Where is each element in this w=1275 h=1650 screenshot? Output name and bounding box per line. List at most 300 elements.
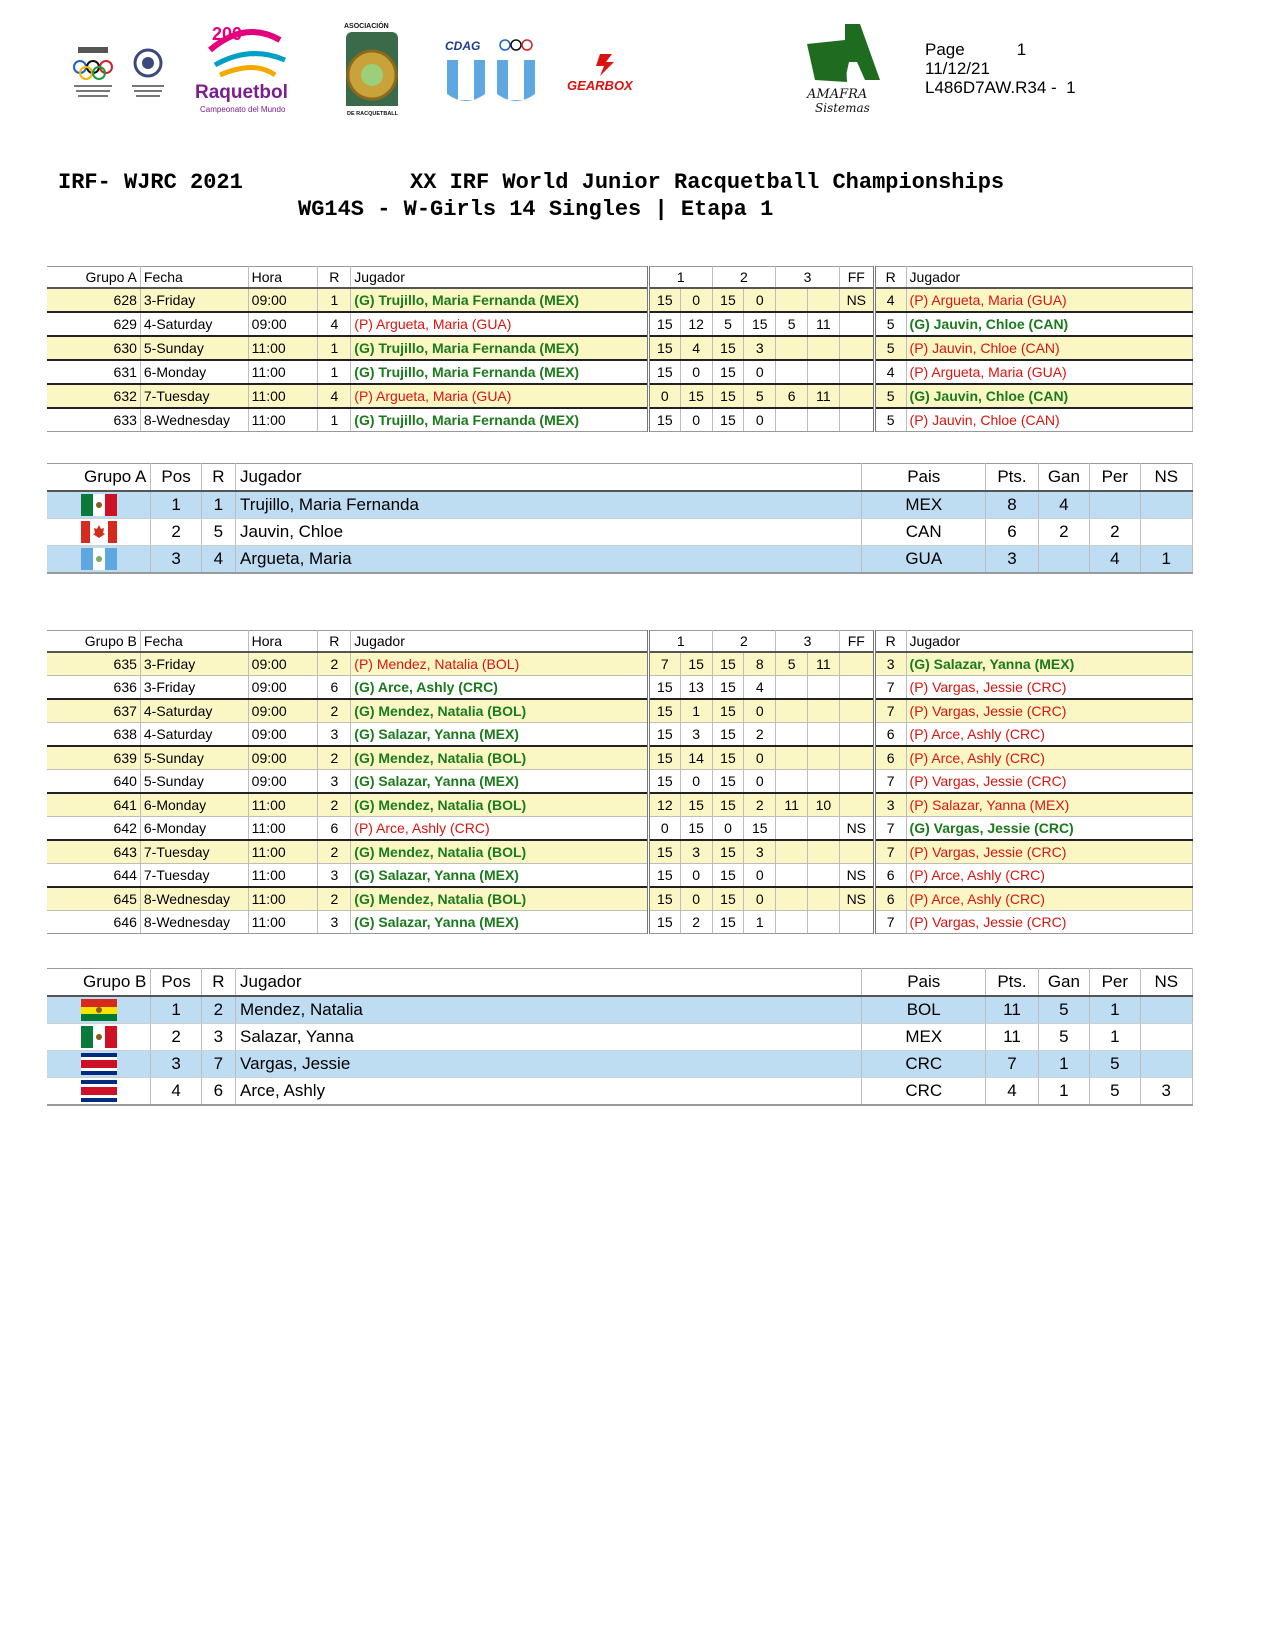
col-r: R <box>318 267 351 289</box>
set-score: 6 <box>776 384 808 408</box>
set-score: 15 <box>712 864 744 888</box>
flag-cell <box>47 519 151 546</box>
player-name: Salazar, Yanna <box>236 1024 862 1051</box>
match-row <box>47 770 1193 794</box>
match-id: 637 <box>47 699 140 723</box>
set-score <box>776 699 808 723</box>
col-jugador: Jugador <box>236 969 862 997</box>
player2-rank: 7 <box>874 840 906 864</box>
losses: 5 <box>1090 1051 1140 1078</box>
col-pos: Pos <box>151 969 201 997</box>
player-rank: 4 <box>201 546 235 574</box>
player1-name: (G) Salazar, Yanna (MEX) <box>351 864 649 888</box>
set-score: 15 <box>648 723 680 747</box>
player2-name: (P) Argueta, Maria (GUA) <box>906 288 1192 312</box>
no-shows <box>1140 1024 1193 1051</box>
gearbox-logo <box>565 50 660 95</box>
set-score: 15 <box>744 312 776 336</box>
match-time: 11:00 <box>248 817 318 841</box>
forfeit <box>839 336 874 360</box>
col-set-1: 1 <box>648 267 712 289</box>
match-time: 09:00 <box>248 312 318 336</box>
col-set-3: 3 <box>776 631 840 653</box>
set-score: 12 <box>648 793 680 817</box>
logo-amafra-text: AMAFRA <box>807 87 868 102</box>
set-score: 0 <box>744 360 776 384</box>
set-score <box>808 887 840 911</box>
standings-row <box>47 1024 1193 1051</box>
forfeit: NS <box>839 864 874 888</box>
set-score: 15 <box>680 384 712 408</box>
match-id: 646 <box>47 911 140 934</box>
player2-name: (P) Vargas, Jessie (CRC) <box>906 911 1192 934</box>
standings-row <box>47 1051 1193 1078</box>
set-score <box>808 864 840 888</box>
player-name: Mendez, Natalia <box>236 996 862 1024</box>
set-score: 0 <box>680 360 712 384</box>
player1-rank: 1 <box>318 360 351 384</box>
table-header-row <box>47 267 1193 289</box>
set-score: 15 <box>648 746 680 770</box>
wins: 4 <box>1038 491 1089 519</box>
player2-name: (G) Salazar, Yanna (MEX) <box>906 652 1192 676</box>
col-set-1: 1 <box>648 631 712 653</box>
match-id: 642 <box>47 817 140 841</box>
col-group: Grupo A <box>47 464 151 492</box>
col-per: Per <box>1090 969 1140 997</box>
player2-rank: 7 <box>874 676 906 700</box>
forfeit <box>839 676 874 700</box>
guatemala-flag <box>81 548 117 570</box>
set-score: 15 <box>712 723 744 747</box>
set-score: 2 <box>744 723 776 747</box>
country: CAN <box>862 519 986 546</box>
player2-rank: 3 <box>874 652 906 676</box>
match-date: 7-Tuesday <box>140 840 248 864</box>
mexico-flag <box>81 494 117 516</box>
match-date: 3-Friday <box>140 652 248 676</box>
player1-name: (G) Mendez, Natalia (BOL) <box>351 887 649 911</box>
set-score: 14 <box>680 746 712 770</box>
no-shows <box>1140 519 1193 546</box>
set-score <box>808 699 840 723</box>
match-date: 6-Monday <box>140 817 248 841</box>
set-score <box>808 288 840 312</box>
logo-200-text: 200 <box>212 24 243 44</box>
forfeit <box>839 384 874 408</box>
set-score: 3 <box>744 336 776 360</box>
event-title: XX IRF World Junior Racquetball Championships <box>410 170 1005 195</box>
set-score: 15 <box>648 408 680 432</box>
col-pais: Pais <box>862 969 986 997</box>
col-gan: Gan <box>1038 464 1089 492</box>
country: MEX <box>862 491 986 519</box>
player1-name: (G) Trujillo, Maria Fernanda (MEX) <box>351 288 649 312</box>
match-time: 09:00 <box>248 288 318 312</box>
set-score: 15 <box>712 770 744 794</box>
col-pais: Pais <box>862 464 986 492</box>
set-score: 0 <box>680 864 712 888</box>
page-number: 1 <box>1016 40 1027 59</box>
match-time: 11:00 <box>248 840 318 864</box>
standings-row <box>47 491 1193 519</box>
set-score: 11 <box>808 652 840 676</box>
forfeit <box>839 312 874 336</box>
set-score: 15 <box>712 336 744 360</box>
match-id: 636 <box>47 676 140 700</box>
match-row <box>47 676 1193 700</box>
set-score <box>776 288 808 312</box>
player1-rank: 2 <box>318 699 351 723</box>
olympic-committee-logo <box>68 45 118 105</box>
player1-name: (G) Trujillo, Maria Fernanda (MEX) <box>351 408 649 432</box>
match-date: 5-Sunday <box>140 746 248 770</box>
match-row <box>47 840 1193 864</box>
match-time: 11:00 <box>248 408 318 432</box>
player2-name: (G) Jauvin, Chloe (CAN) <box>906 384 1192 408</box>
set-score <box>776 746 808 770</box>
set-score: 11 <box>808 384 840 408</box>
match-id: 630 <box>47 336 140 360</box>
player1-name: (G) Salazar, Yanna (MEX) <box>351 770 649 794</box>
set-score: 5 <box>744 384 776 408</box>
col-hora: Hora <box>248 631 318 653</box>
match-time: 11:00 <box>248 384 318 408</box>
forfeit <box>839 723 874 747</box>
set-score: 1 <box>680 699 712 723</box>
set-score: 0 <box>744 288 776 312</box>
player2-rank: 7 <box>874 770 906 794</box>
set-score: 0 <box>744 887 776 911</box>
player2-name: (P) Vargas, Jessie (CRC) <box>906 770 1192 794</box>
set-score <box>776 723 808 747</box>
logo-anr-bottom-text: DE RACQUETBALL <box>347 111 399 117</box>
match-time: 09:00 <box>248 676 318 700</box>
standings-row <box>47 546 1193 574</box>
player1-name: (G) Salazar, Yanna (MEX) <box>351 723 649 747</box>
forfeit <box>839 652 874 676</box>
set-score <box>808 817 840 841</box>
set-score: 15 <box>712 911 744 934</box>
set-score: 15 <box>712 652 744 676</box>
set-score <box>776 770 808 794</box>
player2-name: (P) Vargas, Jessie (CRC) <box>906 840 1192 864</box>
losses: 1 <box>1090 1024 1140 1051</box>
set-score: 0 <box>648 384 680 408</box>
player2-name: (P) Salazar, Yanna (MEX) <box>906 793 1192 817</box>
position: 1 <box>151 491 201 519</box>
player2-rank: 5 <box>874 312 906 336</box>
col-group: Grupo B <box>47 631 140 653</box>
match-date: 4-Saturday <box>140 699 248 723</box>
player2-name: (G) Jauvin, Chloe (CAN) <box>906 312 1192 336</box>
position: 2 <box>151 1024 201 1051</box>
set-score: 0 <box>744 699 776 723</box>
asociacion-racquetball-logo <box>340 20 405 125</box>
forfeit <box>839 793 874 817</box>
set-score <box>808 336 840 360</box>
match-time: 11:00 <box>248 864 318 888</box>
losses: 2 <box>1090 519 1140 546</box>
player2-name: (P) Arce, Ashly (CRC) <box>906 887 1192 911</box>
player2-name: (P) Arce, Ashly (CRC) <box>906 723 1192 747</box>
group-a-standings-table <box>47 463 1193 574</box>
col-per: Per <box>1090 464 1140 492</box>
country: CRC <box>862 1051 986 1078</box>
flag-cell <box>47 1051 151 1078</box>
points: 3 <box>986 546 1038 574</box>
col-r: R <box>201 464 235 492</box>
col-ns: NS <box>1140 464 1193 492</box>
flag-cell <box>47 546 151 574</box>
no-shows <box>1140 996 1193 1024</box>
position: 3 <box>151 1051 201 1078</box>
set-score: 3 <box>680 723 712 747</box>
page-info <box>925 40 1076 97</box>
set-score <box>776 408 808 432</box>
player1-rank: 4 <box>318 384 351 408</box>
set-score: 15 <box>648 312 680 336</box>
match-time: 09:00 <box>248 746 318 770</box>
player2-rank: 5 <box>874 384 906 408</box>
set-score: 0 <box>712 817 744 841</box>
set-score: 15 <box>648 864 680 888</box>
match-row <box>47 652 1193 676</box>
player2-rank: 7 <box>874 699 906 723</box>
player1-name: (G) Salazar, Yanna (MEX) <box>351 911 649 934</box>
table-header-row <box>47 631 1193 653</box>
col-jugador: Jugador <box>351 267 649 289</box>
event-code-title: IRF- WJRC 2021 <box>58 170 243 195</box>
col-fecha: Fecha <box>140 267 248 289</box>
match-row <box>47 408 1193 432</box>
col-jugador: Jugador <box>236 464 862 492</box>
page-number-row <box>925 40 1076 59</box>
points: 7 <box>986 1051 1038 1078</box>
wins <box>1038 546 1089 574</box>
flag-cell <box>47 1078 151 1106</box>
match-time: 11:00 <box>248 360 318 384</box>
match-id: 639 <box>47 746 140 770</box>
match-row <box>47 817 1193 841</box>
player1-name: (P) Arce, Ashly (CRC) <box>351 817 649 841</box>
match-date: 6-Monday <box>140 360 248 384</box>
flag-cell <box>47 996 151 1024</box>
match-row <box>47 746 1193 770</box>
player2-name: (P) Jauvin, Chloe (CAN) <box>906 408 1192 432</box>
col-jugador: Jugador <box>351 631 649 653</box>
set-score: 15 <box>648 911 680 934</box>
col-r2: R <box>874 631 906 653</box>
player1-rank: 1 <box>318 408 351 432</box>
mexico-flag <box>81 1026 117 1048</box>
player1-name: (G) Trujillo, Maria Fernanda (MEX) <box>351 336 649 360</box>
set-score: 4 <box>744 676 776 700</box>
player-rank: 5 <box>201 519 235 546</box>
player-rank: 1 <box>201 491 235 519</box>
match-time: 09:00 <box>248 770 318 794</box>
set-score: 15 <box>648 699 680 723</box>
set-score: 15 <box>680 652 712 676</box>
player2-name: (P) Vargas, Jessie (CRC) <box>906 699 1192 723</box>
position: 2 <box>151 519 201 546</box>
col-ff: FF <box>839 631 874 653</box>
match-row <box>47 864 1193 888</box>
set-score: 5 <box>776 312 808 336</box>
match-time: 11:00 <box>248 793 318 817</box>
no-shows: 3 <box>1140 1078 1193 1106</box>
set-score <box>776 676 808 700</box>
set-score <box>776 887 808 911</box>
col-pos: Pos <box>151 464 201 492</box>
player-rank: 2 <box>201 996 235 1024</box>
set-score: 2 <box>680 911 712 934</box>
player1-rank: 2 <box>318 652 351 676</box>
no-shows <box>1140 1051 1193 1078</box>
set-score: 15 <box>712 746 744 770</box>
player2-name: (P) Arce, Ashly (CRC) <box>906 864 1192 888</box>
match-date: 3-Friday <box>140 676 248 700</box>
set-score: 15 <box>648 887 680 911</box>
set-score <box>776 911 808 934</box>
player-rank: 7 <box>201 1051 235 1078</box>
points: 8 <box>986 491 1038 519</box>
flag-cell <box>47 1024 151 1051</box>
wins: 1 <box>1038 1078 1089 1106</box>
col-ff: FF <box>839 267 874 289</box>
set-score <box>776 336 808 360</box>
player-rank: 6 <box>201 1078 235 1106</box>
set-score: 5 <box>776 652 808 676</box>
set-score: 15 <box>680 793 712 817</box>
match-id: 640 <box>47 770 140 794</box>
match-id: 641 <box>47 793 140 817</box>
player2-rank: 5 <box>874 408 906 432</box>
match-date: 5-Sunday <box>140 770 248 794</box>
match-id: 631 <box>47 360 140 384</box>
match-row <box>47 288 1193 312</box>
player-name: Jauvin, Chloe <box>236 519 862 546</box>
set-score: 15 <box>648 288 680 312</box>
set-score: 2 <box>744 793 776 817</box>
logo-campeonato-text: Campeonato del Mundo <box>200 105 286 114</box>
forfeit <box>839 408 874 432</box>
set-score: 15 <box>712 699 744 723</box>
match-date: 4-Saturday <box>140 723 248 747</box>
player2-rank: 4 <box>874 360 906 384</box>
player1-rank: 6 <box>318 676 351 700</box>
standings-header-row <box>47 969 1193 997</box>
group-b-matches-table <box>47 630 1193 934</box>
col-r: R <box>201 969 235 997</box>
set-score <box>808 840 840 864</box>
player1-name: (G) Trujillo, Maria Fernanda (MEX) <box>351 360 649 384</box>
forfeit <box>839 699 874 723</box>
set-score: 0 <box>744 864 776 888</box>
match-date: 3-Friday <box>140 288 248 312</box>
player1-rank: 1 <box>318 288 351 312</box>
set-score: 8 <box>744 652 776 676</box>
player1-rank: 6 <box>318 817 351 841</box>
player-name: Arce, Ashly <box>236 1078 862 1106</box>
logo-gearbox-text: GEARBOX <box>567 78 633 93</box>
match-id: 632 <box>47 384 140 408</box>
set-score: 0 <box>680 408 712 432</box>
match-row <box>47 336 1193 360</box>
forfeit <box>839 840 874 864</box>
match-time: 09:00 <box>248 723 318 747</box>
flag-cell <box>47 491 151 519</box>
set-score <box>776 840 808 864</box>
country: MEX <box>862 1024 986 1051</box>
set-score: 11 <box>808 312 840 336</box>
match-date: 8-Wednesday <box>140 887 248 911</box>
losses: 5 <box>1090 1078 1140 1106</box>
match-id: 644 <box>47 864 140 888</box>
match-time: 09:00 <box>248 699 318 723</box>
player1-name: (G) Mendez, Natalia (BOL) <box>351 699 649 723</box>
losses <box>1090 491 1140 519</box>
col-jugador2: Jugador <box>906 631 1192 653</box>
no-shows: 1 <box>1140 546 1193 574</box>
player2-rank: 6 <box>874 887 906 911</box>
player2-rank: 6 <box>874 746 906 770</box>
match-date: 8-Wednesday <box>140 408 248 432</box>
player1-name: (G) Mendez, Natalia (BOL) <box>351 793 649 817</box>
group-a-matches-table <box>47 266 1193 432</box>
match-id: 629 <box>47 312 140 336</box>
country: BOL <box>862 996 986 1024</box>
forfeit <box>839 911 874 934</box>
match-time: 11:00 <box>248 887 318 911</box>
player-name: Vargas, Jessie <box>236 1051 862 1078</box>
set-score: 15 <box>648 770 680 794</box>
set-score: 15 <box>744 817 776 841</box>
set-score: 0 <box>744 408 776 432</box>
col-ns: NS <box>1140 969 1193 997</box>
wins: 5 <box>1038 996 1089 1024</box>
set-score: 15 <box>712 408 744 432</box>
col-r: R <box>318 631 351 653</box>
wins: 1 <box>1038 1051 1089 1078</box>
match-id: 633 <box>47 408 140 432</box>
losses: 1 <box>1090 996 1140 1024</box>
set-score: 15 <box>648 840 680 864</box>
player1-rank: 3 <box>318 770 351 794</box>
player1-rank: 3 <box>318 911 351 934</box>
col-group: Grupo A <box>47 267 140 289</box>
match-date: 6-Monday <box>140 793 248 817</box>
sports-ministry-logo <box>128 45 168 105</box>
match-id: 645 <box>47 887 140 911</box>
set-score: 5 <box>712 312 744 336</box>
match-date: 4-Saturday <box>140 312 248 336</box>
forfeit <box>839 746 874 770</box>
standings-header-row <box>47 464 1193 492</box>
match-id: 638 <box>47 723 140 747</box>
player1-name: (G) Mendez, Natalia (BOL) <box>351 840 649 864</box>
player2-name: (P) Vargas, Jessie (CRC) <box>906 676 1192 700</box>
points: 11 <box>986 996 1038 1024</box>
set-score: 15 <box>712 360 744 384</box>
report-code: L486D7AW.R34 - 1 <box>925 78 1076 97</box>
logo-sistemas-text: Sistemas <box>815 101 870 115</box>
logo-anr-top-text: ASOCIACIÓN <box>344 23 389 30</box>
bolivia-flag <box>81 999 117 1021</box>
match-time: 09:00 <box>248 652 318 676</box>
set-score: 15 <box>712 887 744 911</box>
points: 4 <box>986 1078 1038 1106</box>
